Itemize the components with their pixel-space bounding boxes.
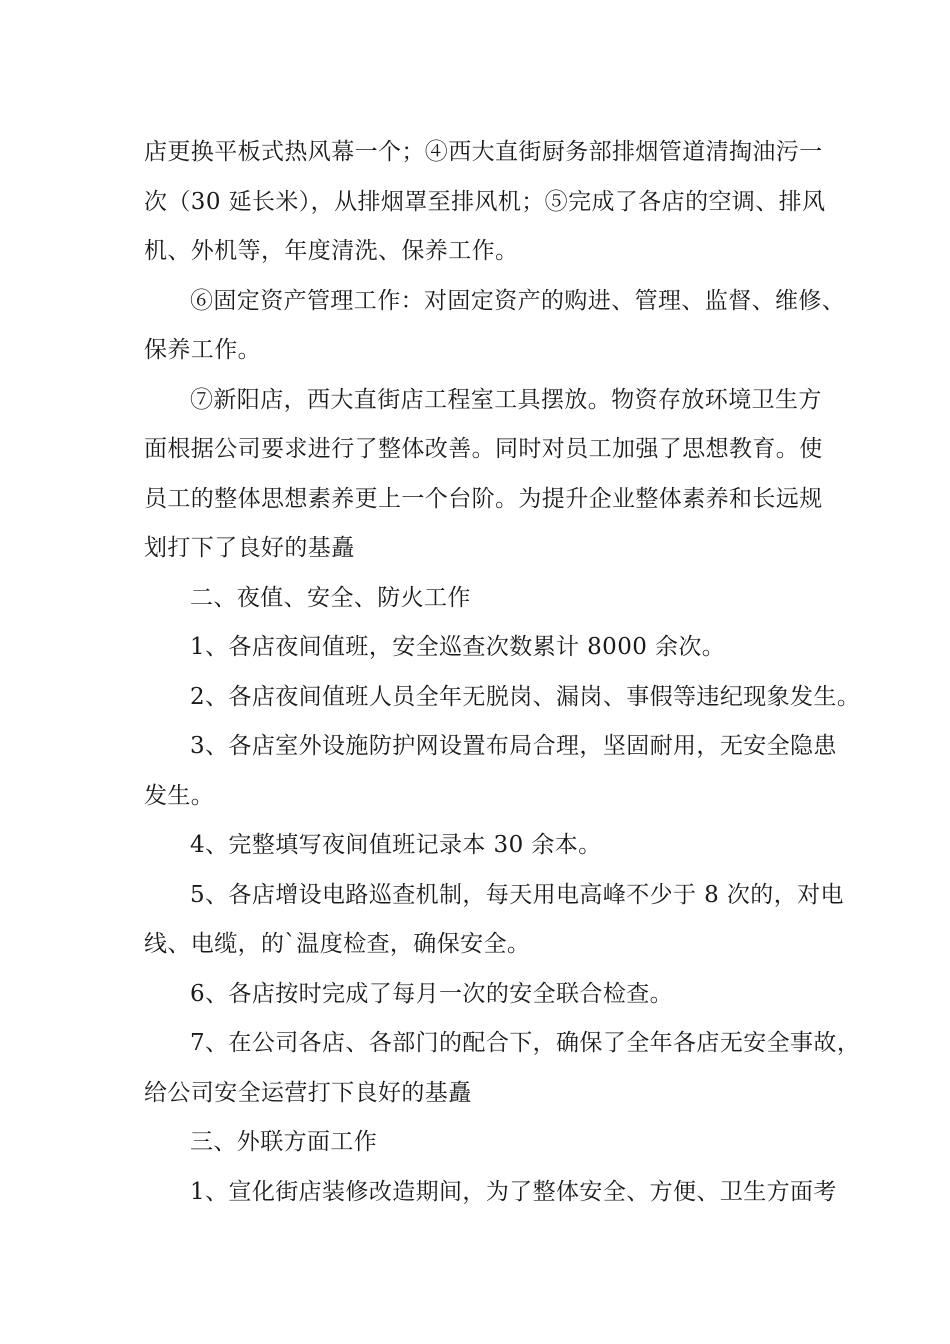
text-line-9: 划打下了良好的基矗 <box>144 535 355 561</box>
text-line-17: 线、电缆，的`温度检查，确保安全。 <box>144 931 531 957</box>
text-line-14: 发生。 <box>144 782 215 809</box>
text-line-20: 给公司安全运营打下良好的基矗 <box>144 1079 472 1106</box>
text-line-19: 7、在公司各店、各部门的配合下，确保了全年各店无安全事故， <box>190 1030 861 1056</box>
text-line-5: 保养工作。 <box>144 337 261 363</box>
text-line-16: 5、各店增设电路巡查机制，每天用电高峰不少于 8 次的，对电 <box>190 881 844 908</box>
text-line-22: 1、宣化街店装修改造期间，为了整体安全、方便、卫生方面考 <box>190 1178 837 1205</box>
text-line-4: ⑥固定资产管理工作：对固定资产的购进、管理、监督、维修、 <box>190 287 846 314</box>
text-line-11: 1、各店夜间值班，安全巡查次数累计 8000 余次。 <box>190 634 726 660</box>
text-line-12: 2、各店夜间值班人员全年无脱岗、漏岗、事假等违纪现象发生。 <box>190 683 861 710</box>
text-line-8: 员工的整体思想素养更上一个台阶。为提升企业整体素养和长远规 <box>144 485 823 512</box>
text-line-15: 4、完整填写夜间值班记录本 30 余本。 <box>190 832 602 858</box>
text-line-6: ⑦新阳店，西大直街店工程室工具摆放。物资存放环境卫生方 <box>190 386 822 413</box>
text-line-3: 机、外机等，年度清洗、保养工作。 <box>144 238 519 264</box>
text-line-18: 6、各店按时完成了每月一次的安全联合检查。 <box>190 980 674 1007</box>
document-body <box>144 128 861 1217</box>
text-line-2: 次（30 延长米），从排烟罩至排风机；⑤完成了各店的空调、排风 <box>144 188 826 215</box>
section-heading-night-duty: 二、夜值、安全、防火工作 <box>190 584 471 611</box>
section-heading-external-relations: 三、外联方面工作 <box>190 1129 378 1155</box>
text-line-1: 店更换平板式热风幕一个；④西大直街厨务部排烟管道清掏油污一 <box>144 139 823 165</box>
text-line-13: 3、各店室外设施防护网设置布局合理，坚固耐用，无安全隐患 <box>190 733 837 759</box>
text-line-7: 面根据公司要求进行了整体改善。同时对员工加强了思想教育。使 <box>144 436 823 462</box>
